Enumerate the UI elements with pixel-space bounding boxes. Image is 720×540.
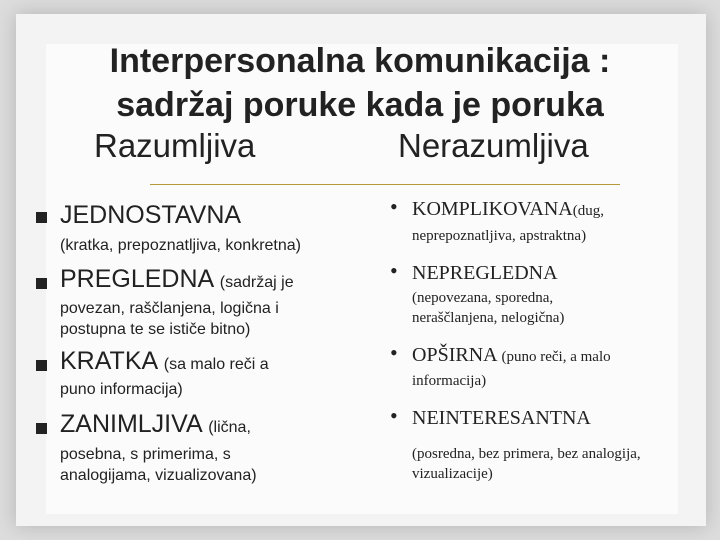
right-item-3-sub: informacija) — [412, 373, 487, 389]
left-item-2-head: PREGLEDNA (sadržaj je — [60, 265, 294, 293]
round-bullet-icon: • — [390, 403, 398, 428]
slide-title-line2: sadržaj poruke kada je poruka — [116, 86, 604, 124]
round-bullet-icon: • — [390, 194, 398, 219]
slide-title-line1: Interpersonalna komunikacija : — [109, 42, 611, 80]
right-item-4-sub-2: vizualizacije) — [412, 466, 493, 482]
right-item-1-head: KOMPLIKOVANA(dug, — [412, 198, 605, 220]
left-item-1-head: JEDNOSTAVNA — [60, 201, 242, 229]
left-item-4-sub-1: posebna, s primerima, s — [60, 446, 231, 463]
left-item-2-sub-1: povezan, raščlanjena, logična i — [60, 300, 279, 317]
square-bullet-icon — [36, 212, 47, 223]
left-item-3-sub: puno informacija) — [60, 381, 183, 398]
round-bullet-icon: • — [390, 258, 398, 283]
left-item-2-sub-2: postupna te se ističe bitno) — [60, 321, 251, 338]
square-bullet-icon — [36, 423, 47, 434]
left-item-3-head: KRATKA (sa malo reči a — [60, 347, 269, 375]
right-column-heading: Nerazumljiva — [398, 127, 589, 164]
left-item-4-head: ZANIMLJIVA (lična, — [60, 410, 251, 438]
right-item-3-head: OPŠIRNA (puno reči, a malo — [412, 344, 611, 366]
left-item-4-sub-2: analogijama, vizualizovana) — [60, 467, 257, 484]
right-item-4-sub-1: (posredna, bez primera, bez analogija, — [412, 446, 641, 462]
divider-rule — [150, 184, 620, 185]
right-item-4-head: NEINTERESANTNA — [412, 407, 591, 429]
left-item-1-sub: (kratka, prepoznatljiva, konkretna) — [60, 237, 301, 254]
right-item-2-head: NEPREGLEDNA — [412, 262, 558, 284]
right-item-1-sub: neprepoznatljiva, apstraktna) — [412, 228, 587, 244]
left-column-heading: Razumljiva — [94, 127, 256, 164]
right-item-2-sub-2: neraščlanjena, nelogična) — [412, 310, 565, 326]
square-bullet-icon — [36, 360, 47, 371]
right-item-2-sub-1: (nepovezana, sporedna, — [412, 290, 554, 306]
square-bullet-icon — [36, 278, 47, 289]
round-bullet-icon: • — [390, 340, 398, 365]
